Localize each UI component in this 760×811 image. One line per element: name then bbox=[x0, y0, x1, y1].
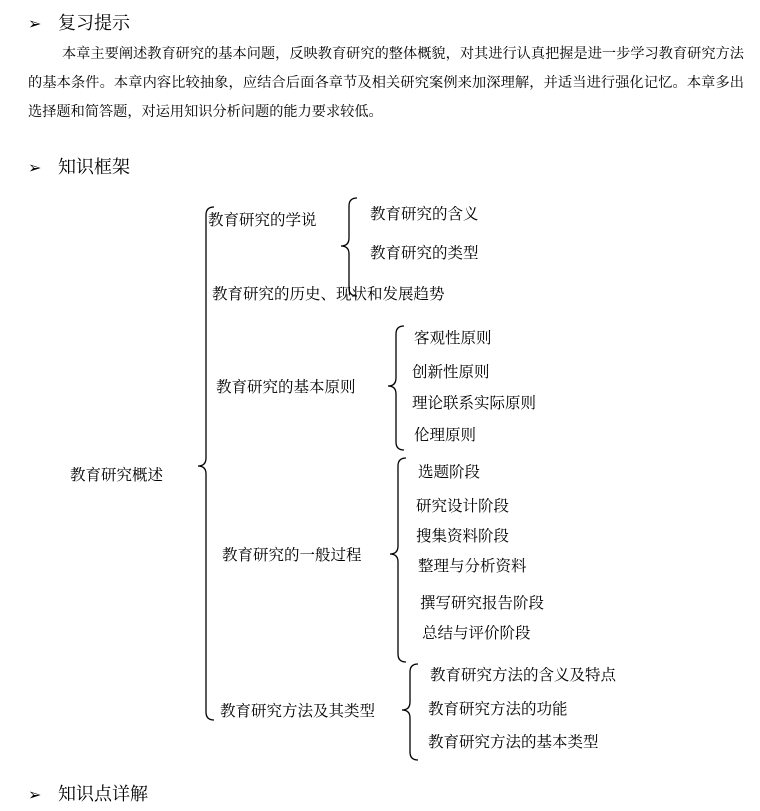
branch-label-process: 教育研究的一般过程 bbox=[222, 546, 362, 564]
item-definition: 教育研究的含义 bbox=[370, 205, 479, 223]
framework-title: 知识框架 bbox=[58, 157, 130, 178]
branch-label-history: 教育研究的历史、现状和发展趋势 bbox=[212, 285, 445, 303]
item-theory-practice: 理论联系实际原则 bbox=[412, 394, 537, 412]
arrow-bullet-icon: ➢ bbox=[28, 14, 42, 33]
arrow-bullet-icon: ➢ bbox=[28, 158, 42, 177]
item-report-writing: 撰写研究报告阶段 bbox=[420, 594, 545, 612]
item-topic-selection: 选题阶段 bbox=[418, 463, 481, 481]
branch5-bracket bbox=[402, 664, 418, 760]
arrow-bullet-icon: ➢ bbox=[28, 785, 42, 804]
review-paragraph-text: 本章主要阐述教育研究的基本问题，反映教育研究的整体概貌，对其进行认真把握是进一步学习教育研究方法的基本条件。本章内容比较抽象，应结合后面各章节及相关研究案例来加深理解，并适当进行强化记忆。本章多出选择题和简答题，对运用知识分析问题的能力要求较低。 bbox=[28, 46, 744, 120]
item-research-design: 研究设计阶段 bbox=[416, 497, 510, 515]
item-data-analysis: 整理与分析资料 bbox=[418, 557, 527, 575]
branch-label-theory: 教育研究的学说 bbox=[208, 211, 317, 229]
review-title: 复习提示 bbox=[58, 13, 130, 34]
details-heading bbox=[28, 784, 148, 806]
branch3-bracket bbox=[388, 326, 404, 450]
item-data-collection: 搜集资料阶段 bbox=[416, 527, 510, 545]
branch-label-principles: 教育研究的基本原则 bbox=[216, 378, 356, 396]
item-summary-evaluation: 总结与评价阶段 bbox=[422, 624, 531, 642]
branch4-bracket bbox=[390, 458, 406, 662]
branch-label-methods: 教育研究方法及其类型 bbox=[220, 702, 376, 720]
item-method-meaning: 教育研究方法的含义及特点 bbox=[430, 666, 617, 684]
item-innovation: 创新性原则 bbox=[412, 363, 490, 381]
item-method-types: 教育研究方法的基本类型 bbox=[428, 733, 599, 751]
item-objectivity: 客观性原则 bbox=[414, 329, 492, 347]
item-method-function: 教育研究方法的功能 bbox=[428, 700, 568, 718]
details-title: 知识点详解 bbox=[58, 784, 148, 805]
branch1-bracket bbox=[341, 198, 357, 296]
item-ethics: 伦理原则 bbox=[414, 426, 477, 444]
framework-root-label: 教育研究概述 bbox=[70, 466, 164, 484]
item-types: 教育研究的类型 bbox=[370, 244, 479, 262]
